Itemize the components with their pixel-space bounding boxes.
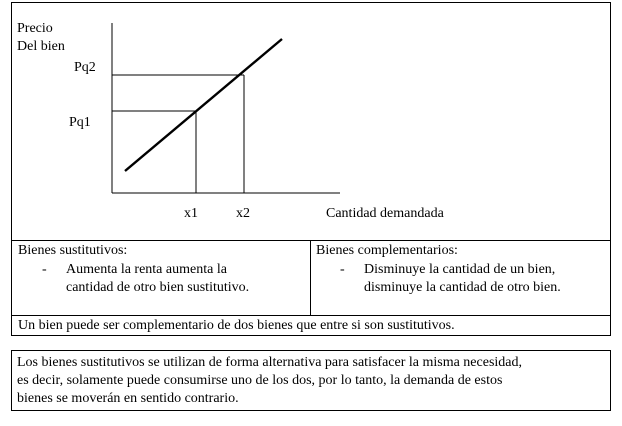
price-label-pq1: Pq1 [69,115,91,130]
substitutes-title: Bienes sustitutivos: [18,243,128,258]
x-axis-title: Cantidad demandada [326,206,444,221]
demand-line [125,39,282,171]
y-axis-title-line2: Del bien [17,39,65,54]
footer-note-box [11,315,611,336]
goods-types-row [11,240,611,316]
definition-line1: Los bienes sustitutivos se utilizan de forma alternativa para satisfacer la misma necesidad, [17,355,522,370]
quantity-label-x2: x2 [236,206,250,221]
substitutes-bullet: - [42,262,47,277]
column-divider [310,241,311,315]
definition-line3: bienes se moverán en sentido contrario. [17,391,239,406]
complements-line2: disminuye la cantidad de otro bien. [364,280,561,295]
price-label-pq2: Pq2 [74,60,96,75]
definition-box [11,350,611,411]
complements-line1: Disminuye la cantidad de un bien, [364,262,556,277]
complements-bullet: - [340,262,345,277]
y-axis-title-line1: Precio [17,21,53,36]
substitutes-line1: Aumenta la renta aumenta la [66,262,227,277]
footer-note: Un bien puede ser complementario de dos bienes que entre si son sustitutivos. [18,318,455,333]
quantity-label-x1: x1 [184,206,198,221]
complements-title: Bienes complementarios: [316,243,458,258]
definition-line2: es decir, solamente puede consumirse uno de los dos, por lo tanto, la demanda de estos [17,373,503,388]
substitutes-line2: cantidad de otro bien sustitutivo. [66,280,250,295]
